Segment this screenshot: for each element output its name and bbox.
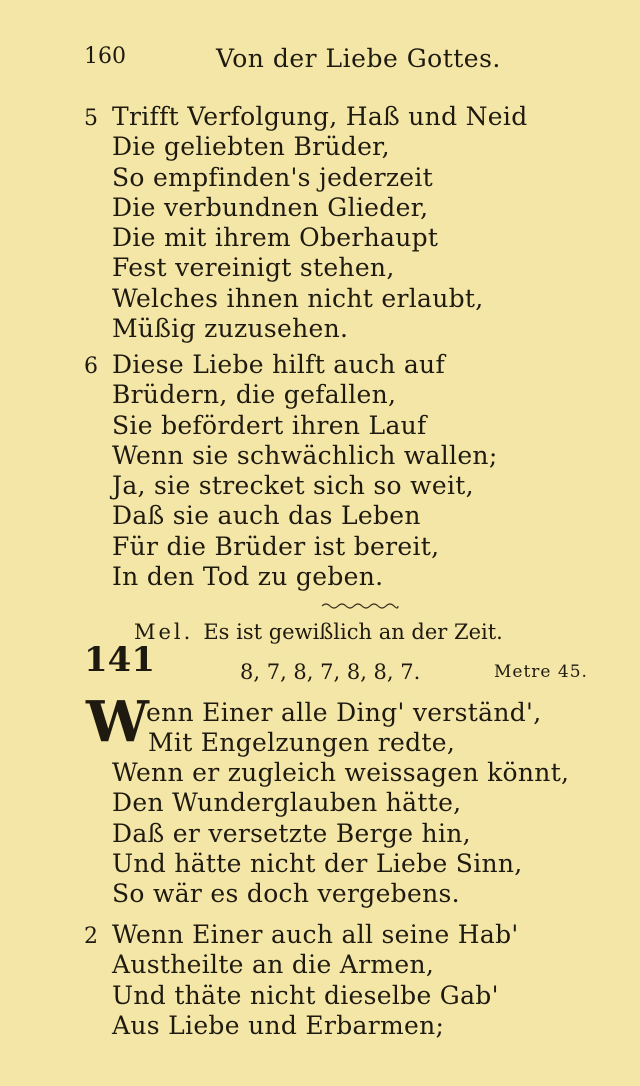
verse-line: Welches ihnen nicht erlaubt, (112, 283, 484, 313)
verse-line: 2 Wenn Einer auch all seine Hab' (84, 920, 604, 950)
metre-label: Metre 45. (494, 662, 588, 682)
running-title: Von der Liebe Gottes. (216, 44, 501, 73)
verse-line: In den Tod zu geben. (112, 562, 384, 592)
verse-line: Müßig zuzusehen. (112, 314, 349, 344)
verse-line: Daß sie auch das Leben (112, 501, 421, 531)
page-header (84, 44, 504, 80)
verse-line: Fest vereinigt stehen, (112, 253, 395, 283)
drop-cap: W (86, 689, 149, 755)
verse-line: 6 Diese Liebe hilft auch auf (84, 350, 604, 380)
verse-line: Sie befördert ihren Lauf (112, 410, 427, 440)
verse-line: So empfinden's jederzeit (112, 162, 434, 192)
stanza-number: 2 (84, 924, 99, 949)
verse-line: Die mit ihrem Oberhaupt (112, 223, 439, 253)
melody-text: Es ist gewißlich an der Zeit. (203, 620, 503, 644)
stanza-number: 6 (84, 354, 99, 379)
ornament-divider (320, 600, 400, 612)
verse-line: Mit Engelzungen redte, (148, 728, 456, 757)
verse-line: Den Wunderglauben hätte, (112, 788, 462, 818)
meter: 8, 7, 8, 7, 8, 8, 7. (240, 660, 421, 684)
stanza-2 (84, 920, 604, 1041)
melody-label: Mel. (134, 620, 194, 644)
stanza-1 (112, 758, 632, 909)
verse-line: Und thäte nicht dieselbe Gab' (112, 980, 499, 1010)
stanza-number: 5 (84, 106, 99, 131)
page-number: 160 (84, 44, 126, 69)
verse-line: Wenn sie schwächlich wallen; (112, 440, 498, 470)
stanza-6 (84, 350, 604, 592)
verse-line: Aus Liebe und Erbarmen; (112, 1010, 445, 1040)
verse-line: Und hätte nicht der Liebe Sinn, (112, 848, 523, 878)
verse-line: Austheilte an die Armen, (112, 950, 435, 980)
verse-line: Die verbundnen Glieder, (112, 192, 429, 222)
melody-line (134, 620, 503, 644)
verse-line: 5 Trifft Verfolgung, Haß und Neid (84, 102, 604, 132)
verse-line: enn Einer alle Ding' verständ', (146, 698, 542, 727)
verse-line: Daß er versetzte Berge hin, (112, 818, 471, 848)
stanza-5 (84, 102, 604, 344)
verse-line: Brüdern, die gefallen, (112, 380, 397, 410)
verse-line: Ja, sie strecket sich so weit, (112, 471, 474, 501)
verse-line: Wenn er zugleich weissagen könnt, (112, 758, 570, 787)
verse-line: Die geliebten Brüder, (112, 132, 390, 162)
hymn-number: 141 (84, 640, 155, 680)
verse-line: Für die Brüder ist bereit, (112, 531, 440, 561)
verse-line: So wär es doch vergebens. (112, 879, 460, 909)
